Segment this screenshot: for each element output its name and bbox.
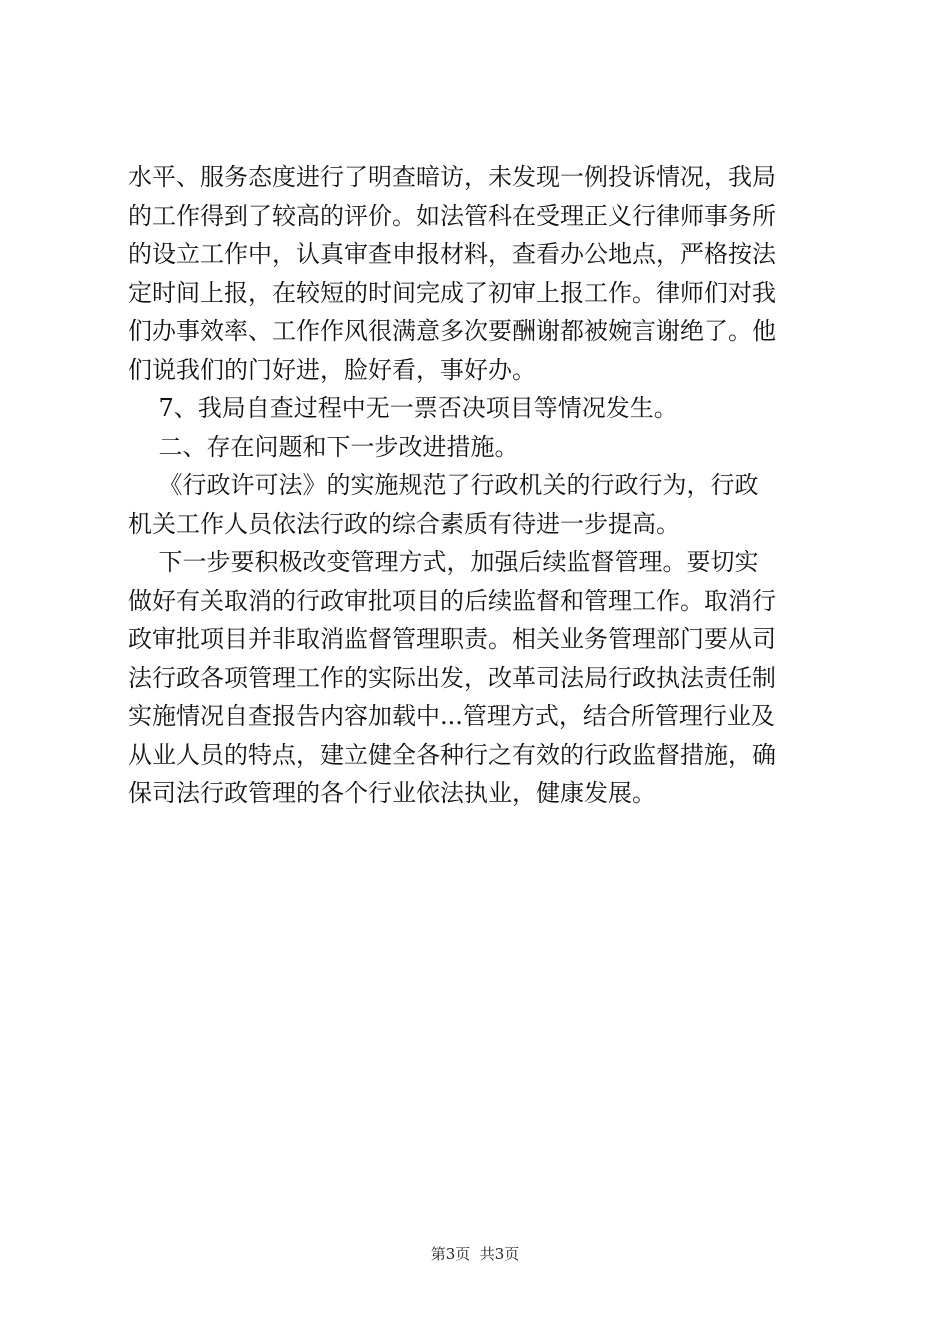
text-line: 法行政各项管理工作的实际出发，改革司法局行政执法责任制 bbox=[128, 663, 776, 692]
text-line: 定时间上报，在较短的时间完成了初审上报工作。律师们对我 bbox=[128, 278, 776, 307]
text-line: 保司法行政管理的各个行业依法执业，健康发展。 bbox=[128, 779, 656, 807]
text-line: 从业人员的特点，建立健全各种行之有效的行政监督措施，确 bbox=[128, 740, 776, 769]
text-line: 水平、服务态度进行了明查暗访，未发现一例投诉情况，我局 bbox=[128, 163, 776, 191]
text-line: 政审批项目并非取消监督管理职责。相关业务管理部门要从司 bbox=[128, 625, 776, 653]
text-line: 7、我局自查过程中无一票否决项目等情况发生。 bbox=[128, 394, 678, 422]
text-line: 下一步要积极改变管理方式，加强后续监督管理。要切实 bbox=[128, 548, 759, 576]
text-line: 做好有关取消的行政审批项目的后续监督和管理工作。取消行 bbox=[128, 586, 776, 615]
text-line: 的工作得到了较高的评价。如法管科在受理正义行律师事务所 bbox=[128, 201, 776, 230]
section-heading: 二、存在问题和下一步改进措施。 bbox=[128, 432, 519, 461]
document-body bbox=[128, 158, 828, 813]
text-line: 们说我们的门好进，脸好看，事好办。 bbox=[128, 355, 536, 384]
text-line: 《行政许可法》的实施规范了行政机关的行政行为，行政 bbox=[128, 471, 759, 499]
page-number-footer: 第3页 共3页 bbox=[430, 1245, 520, 1263]
text-line: 实施情况自查报告内容加载中...管理方式，结合所管理行业及 bbox=[128, 702, 775, 730]
text-line: 的设立工作中，认真审查申报材料，查看办公地点，严格按法 bbox=[128, 240, 776, 268]
text-line: 机关工作人员依法行政的综合素质有待进一步提高。 bbox=[128, 509, 680, 538]
text-line: 们办事效率、工作作风很满意多次要酬谢都被婉言谢绝了。他 bbox=[128, 317, 776, 345]
